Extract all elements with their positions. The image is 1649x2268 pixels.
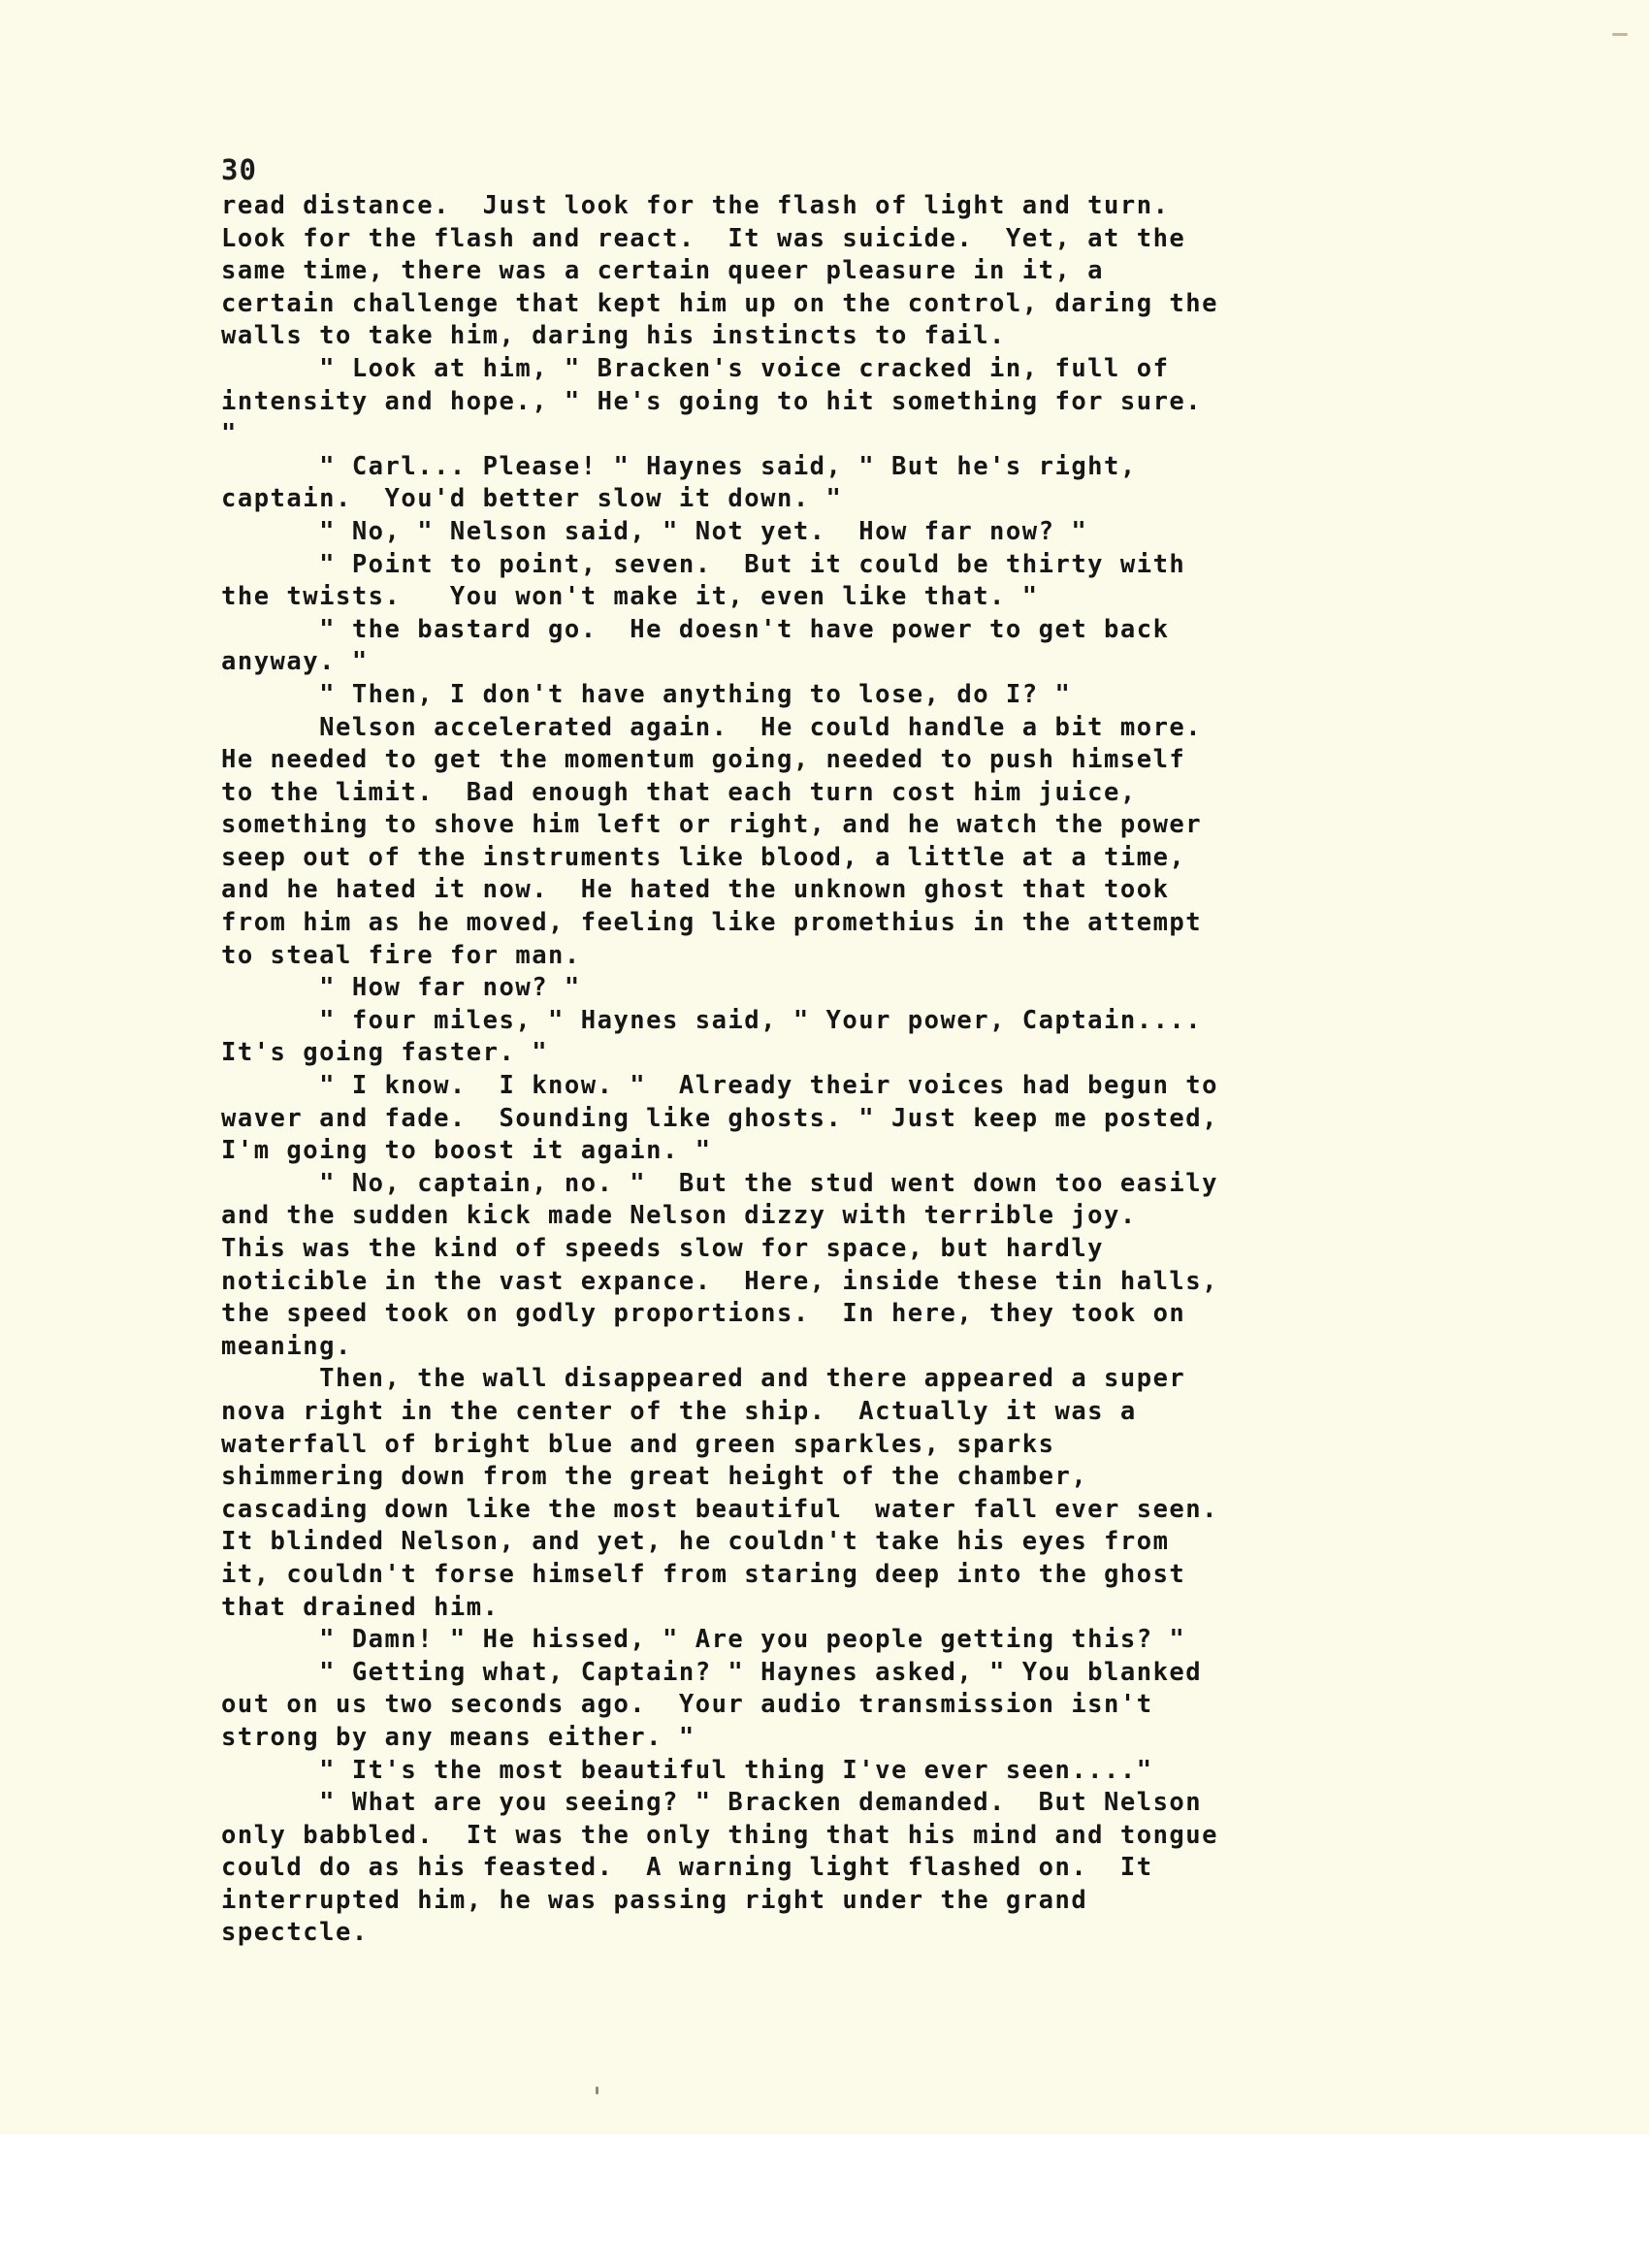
text-line: " How far now? " <box>221 973 581 1003</box>
text-line: " Then, I don't have anything to lose, do I? " <box>221 679 1072 709</box>
text-line: " No, " Nelson said, " Not yet. How far now? " <box>221 516 1088 546</box>
text-line: seep out of the instruments like blood, a little at a time, <box>221 842 1186 872</box>
text-line: " Point to point, seven. But it could be thirty with <box>221 549 1186 579</box>
text-line: waterfall of bright blue and green sparkles, sparks <box>221 1429 1055 1459</box>
text-line: to the limit. Bad enough that each turn cost him juice, <box>221 777 1137 807</box>
text-line: " Look at him, " Bracken's voice cracked in, full of <box>221 353 1170 383</box>
text-line: intensity and hope., " He's going to hit something for sure. <box>221 386 1203 416</box>
text-line: and he hated it now. He hated the unknown ghost that took <box>221 875 1170 905</box>
text-line: to steal fire for man. <box>221 940 581 970</box>
text-line: nova right in the center of the ship. Actually it was a <box>221 1396 1137 1426</box>
text-line: Look for the flash and react. It was suicide. Yet, at the <box>221 223 1186 253</box>
text-line: " It's the most beautiful thing I've ever seen...." <box>221 1755 1153 1785</box>
text-line: certain challenge that kept him up on the control, daring the <box>221 288 1218 318</box>
text-line: It blinded Nelson, and yet, he couldn't take his eyes from <box>221 1527 1170 1557</box>
typed-text-body <box>221 190 1482 1950</box>
text-line: the speed took on godly proportions. In here, they took on <box>221 1299 1186 1329</box>
paper-corner-mark <box>1612 33 1628 36</box>
text-line: " No, captain, no. " But the stud went down too easily <box>221 1168 1218 1198</box>
text-line: It's going faster. " <box>221 1038 549 1068</box>
text-line: read distance. Just look for the flash of light and turn. <box>221 191 1170 220</box>
text-line: something to shove him left or right, and he watch the power <box>221 810 1203 840</box>
text-line: noticible in the vast expance. Here, inside these tin halls, <box>221 1266 1218 1296</box>
text-line: the twists. You won't make it, even like that. " <box>221 582 1039 612</box>
text-line: it, couldn't forse himself from staring deep into the ghost <box>221 1559 1186 1589</box>
text-line: " Getting what, Captain? " Haynes asked, " You blanked <box>221 1657 1203 1687</box>
text-line: only babbled. It was the only thing that his mind and tongue <box>221 1820 1218 1850</box>
page-number: 30 <box>221 153 257 186</box>
text-line: " four miles, " Haynes said, " Your power, Captain.... <box>221 1005 1203 1035</box>
text-line: strong by any means either. " <box>221 1722 695 1752</box>
text-line: anyway. " <box>221 647 369 677</box>
text-line: " What are you seeing? " Bracken demanded. But Nelson <box>221 1788 1203 1818</box>
text-line: Then, the wall disappeared and there appeared a super <box>221 1364 1186 1394</box>
paper-speck <box>596 2087 598 2094</box>
text-line: captain. You'd better slow it down. " <box>221 484 843 514</box>
text-line: " the bastard go. He doesn't have power to get back <box>221 614 1170 644</box>
text-line: from him as he moved, feeling like promethius in the attempt <box>221 908 1203 938</box>
text-line: He needed to get the momentum going, needed to push himself <box>221 745 1186 775</box>
text-line: same time, there was a certain queer pleasure in it, a <box>221 256 1105 286</box>
text-line: walls to take him, daring his instincts to fail. <box>221 321 1006 351</box>
text-line: could do as his feasted. A warning light flashed on. It <box>221 1853 1153 1883</box>
text-line: " I know. I know. " Already their voices had begun to <box>221 1071 1218 1101</box>
text-line: spectcle. <box>221 1918 369 1948</box>
text-line: Nelson accelerated again. He could handle a bit more. <box>221 712 1203 742</box>
text-line: out on us two seconds ago. Your audio transmission isn't <box>221 1690 1153 1720</box>
text-line: waver and fade. Sounding like ghosts. " Just keep me posted, <box>221 1103 1218 1133</box>
text-line: interrupted him, he was passing right under the grand <box>221 1885 1088 1915</box>
text-line: " Carl... Please! " Haynes said, " But he's right, <box>221 451 1137 481</box>
text-line: " Damn! " He hissed, " Are you people getting this? " <box>221 1625 1186 1655</box>
text-line: cascading down like the most beautiful water fall ever seen. <box>221 1494 1218 1524</box>
text-line: " <box>221 419 238 449</box>
text-line: I'm going to boost it again. " <box>221 1136 712 1166</box>
text-line: shimmering down from the great height of the chamber, <box>221 1462 1088 1492</box>
text-line: This was the kind of speeds slow for space, but hardly <box>221 1234 1105 1263</box>
text-line: that drained him. <box>221 1592 500 1622</box>
text-line: and the sudden kick made Nelson dizzy with terrible joy. <box>221 1201 1137 1231</box>
text-line: meaning. <box>221 1331 352 1361</box>
